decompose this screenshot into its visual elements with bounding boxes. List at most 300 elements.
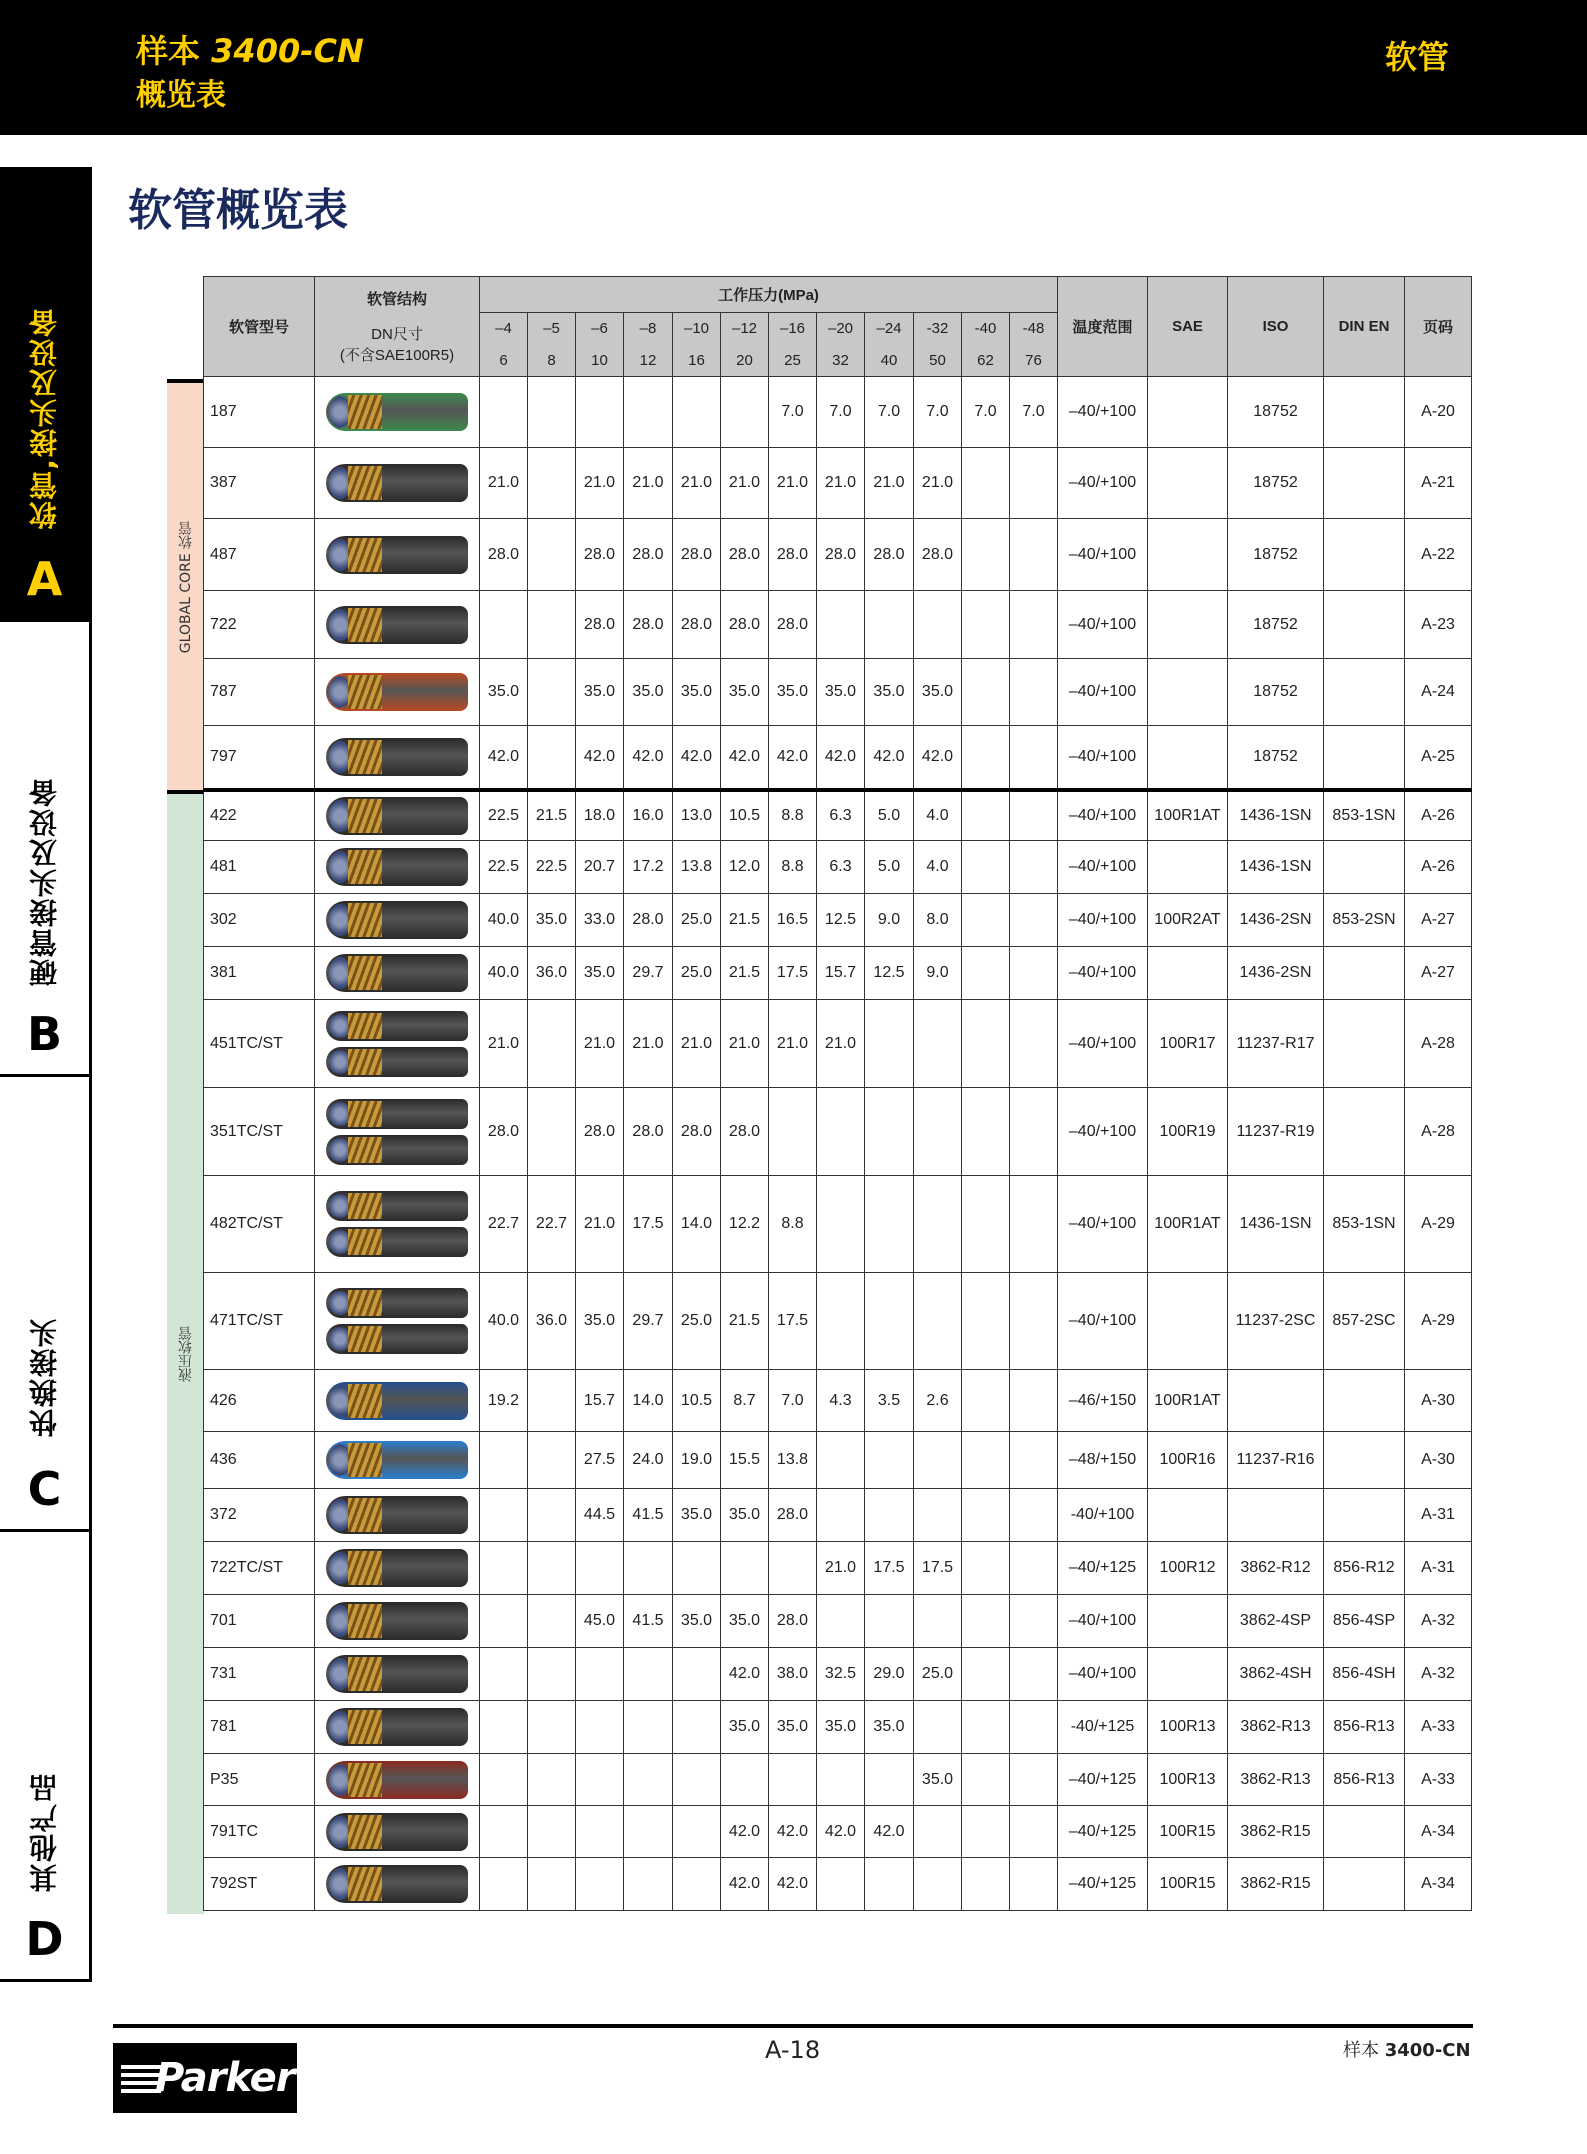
pressure-cell: 2.6 xyxy=(914,1370,962,1432)
pressure-cell: 35.0 xyxy=(576,659,624,726)
hose-image xyxy=(315,1648,480,1701)
pressure-cell: 35.0 xyxy=(817,659,865,726)
table-row xyxy=(204,1273,1472,1370)
pressure-cell xyxy=(962,894,1010,947)
row-temp: –40/+100 xyxy=(1058,790,1148,841)
hose-image xyxy=(315,1088,480,1176)
row-din xyxy=(1324,519,1405,591)
pressure-cell: 22.5 xyxy=(480,790,528,841)
row-sae xyxy=(1148,519,1228,591)
pressure-cell xyxy=(865,591,914,659)
hose-image xyxy=(315,1806,480,1858)
pressure-cell: 7.0 xyxy=(1010,377,1058,448)
page-header xyxy=(0,0,1587,135)
header-structure-label: 软管结构 xyxy=(366,291,427,308)
pressure-cell: 19.0 xyxy=(673,1432,721,1489)
table-row xyxy=(204,841,1472,894)
pressure-cell: 13.8 xyxy=(769,1432,817,1489)
row-temp: –40/+100 xyxy=(1058,519,1148,591)
pressure-cell: 20.7 xyxy=(576,841,624,894)
row-model: 351TC/ST xyxy=(204,1088,315,1176)
row-model: P35 xyxy=(204,1754,315,1806)
hose-overview-table xyxy=(203,276,1472,1911)
pressure-cell: 28.0 xyxy=(673,519,721,591)
row-page: A-29 xyxy=(1405,1273,1472,1370)
pressure-cell xyxy=(1010,1542,1058,1595)
row-iso: 11237-R19 xyxy=(1228,1088,1324,1176)
header-dash-size: –10 xyxy=(673,313,721,345)
row-din xyxy=(1324,1000,1405,1088)
hose-picture xyxy=(326,1496,468,1534)
hose-picture xyxy=(326,797,468,835)
row-page: A-29 xyxy=(1405,1176,1472,1273)
pressure-cell: 42.0 xyxy=(721,726,769,790)
row-page: A-34 xyxy=(1405,1858,1472,1911)
pressure-cell: 29.0 xyxy=(865,1648,914,1701)
pressure-cell xyxy=(673,1858,721,1911)
group-band-hydraulic xyxy=(167,794,204,1914)
pressure-cell xyxy=(865,1858,914,1911)
header-dash-size: –12 xyxy=(721,313,769,345)
pressure-cell xyxy=(1010,790,1058,841)
pressure-cell: 28.0 xyxy=(721,1088,769,1176)
row-model: 792ST xyxy=(204,1858,315,1911)
pressure-cell xyxy=(914,1806,962,1858)
pressure-cell xyxy=(528,1432,576,1489)
group-label: 液压软管 xyxy=(177,1326,194,1382)
footer-catalog: 样本 3400-CN xyxy=(1343,2040,1471,2061)
row-iso: 11237-R17 xyxy=(1228,1000,1324,1088)
row-sae: 100R2AT xyxy=(1148,894,1228,947)
row-din: 856-4SH xyxy=(1324,1648,1405,1701)
row-temp: –40/+100 xyxy=(1058,1088,1148,1176)
row-temp: –46/+150 xyxy=(1058,1370,1148,1432)
pressure-cell: 35.0 xyxy=(914,659,962,726)
side-tab-letter: D xyxy=(25,1912,64,1966)
row-model: 471TC/ST xyxy=(204,1273,315,1370)
hose-image xyxy=(315,519,480,591)
pressure-cell: 28.0 xyxy=(576,1088,624,1176)
hose-picture xyxy=(326,1655,468,1693)
row-din: 856-R13 xyxy=(1324,1754,1405,1806)
pressure-cell xyxy=(528,519,576,591)
row-iso: 1436-2SN xyxy=(1228,947,1324,1000)
pressure-cell: 21.0 xyxy=(817,1000,865,1088)
pressure-cell xyxy=(1010,894,1058,947)
pressure-cell xyxy=(1010,1489,1058,1542)
pressure-cell: 7.0 xyxy=(769,1370,817,1432)
row-temp: –40/+100 xyxy=(1058,726,1148,790)
pressure-cell xyxy=(1010,841,1058,894)
pressure-cell: 22.7 xyxy=(480,1176,528,1273)
pressure-cell xyxy=(528,1701,576,1754)
pressure-cell xyxy=(480,1701,528,1754)
pressure-cell xyxy=(962,1648,1010,1701)
pressure-cell xyxy=(480,1754,528,1806)
row-model: 426 xyxy=(204,1370,315,1432)
pressure-cell: 21.5 xyxy=(721,894,769,947)
pressure-cell: 21.0 xyxy=(769,1000,817,1088)
table-row xyxy=(204,1754,1472,1806)
pressure-cell xyxy=(865,1273,914,1370)
pressure-cell: 38.0 xyxy=(769,1648,817,1701)
row-sae xyxy=(1148,659,1228,726)
header-dn-size: 12 xyxy=(624,345,673,377)
pressure-cell xyxy=(1010,947,1058,1000)
pressure-cell xyxy=(480,1489,528,1542)
row-model: 731 xyxy=(204,1648,315,1701)
pressure-cell: 19.2 xyxy=(480,1370,528,1432)
pressure-cell: 28.0 xyxy=(624,591,673,659)
pressure-cell: 28.0 xyxy=(721,591,769,659)
hose-picture xyxy=(326,848,468,886)
row-iso: 3862-R13 xyxy=(1228,1754,1324,1806)
hose-picture xyxy=(326,901,468,939)
row-temp: –40/+100 xyxy=(1058,377,1148,448)
header-dash-size: –6 xyxy=(576,313,624,345)
hose-picture xyxy=(326,1047,468,1077)
pressure-cell xyxy=(1010,1648,1058,1701)
hose-picture xyxy=(326,673,468,711)
table-row xyxy=(204,591,1472,659)
table-row xyxy=(204,726,1472,790)
pressure-cell xyxy=(528,726,576,790)
header-structure xyxy=(315,277,480,377)
row-din xyxy=(1324,841,1405,894)
header-dn-size: 8 xyxy=(528,345,576,377)
row-page: A-23 xyxy=(1405,591,1472,659)
row-page: A-27 xyxy=(1405,894,1472,947)
pressure-cell xyxy=(673,1701,721,1754)
pressure-cell: 40.0 xyxy=(480,894,528,947)
hose-picture xyxy=(326,1865,468,1903)
row-sae xyxy=(1148,1273,1228,1370)
row-model: 701 xyxy=(204,1595,315,1648)
hose-picture xyxy=(326,536,468,574)
hose-image xyxy=(315,947,480,1000)
pressure-cell: 42.0 xyxy=(769,1858,817,1911)
pressure-cell xyxy=(817,1754,865,1806)
header-dash-size: –4 xyxy=(480,313,528,345)
pressure-cell xyxy=(962,1370,1010,1432)
row-model: 787 xyxy=(204,659,315,726)
pressure-cell: 28.0 xyxy=(480,519,528,591)
pressure-cell: 35.0 xyxy=(721,1595,769,1648)
row-page: A-28 xyxy=(1405,1088,1472,1176)
header-dash-size: –20 xyxy=(817,313,865,345)
pressure-cell: 42.0 xyxy=(817,1806,865,1858)
pressure-cell xyxy=(962,790,1010,841)
pressure-cell: 22.5 xyxy=(480,841,528,894)
pressure-cell: 45.0 xyxy=(576,1595,624,1648)
group-band-global-core xyxy=(167,383,204,790)
pressure-cell: 21.0 xyxy=(865,448,914,519)
header-section: 软管 xyxy=(1385,38,1450,76)
pressure-cell xyxy=(528,1542,576,1595)
pressure-cell xyxy=(1010,726,1058,790)
row-temp: –40/+100 xyxy=(1058,894,1148,947)
pressure-cell: 35.0 xyxy=(624,659,673,726)
header-dash-size: -48 xyxy=(1010,313,1058,345)
pressure-cell: 14.0 xyxy=(624,1370,673,1432)
pressure-cell: 8.7 xyxy=(721,1370,769,1432)
row-temp: -40/+100 xyxy=(1058,1489,1148,1542)
pressure-cell xyxy=(528,591,576,659)
pressure-cell xyxy=(962,947,1010,1000)
pressure-cell: 28.0 xyxy=(769,591,817,659)
pressure-cell xyxy=(865,1432,914,1489)
side-tab-label: 硬管接头及设备 xyxy=(27,777,61,987)
table-row xyxy=(204,1806,1472,1858)
pressure-cell xyxy=(962,1595,1010,1648)
row-temp: –48/+150 xyxy=(1058,1432,1148,1489)
pressure-cell: 28.0 xyxy=(576,591,624,659)
pressure-cell xyxy=(528,1858,576,1911)
pressure-cell: 35.0 xyxy=(865,659,914,726)
pressure-cell: 42.0 xyxy=(673,726,721,790)
pressure-cell xyxy=(528,1489,576,1542)
pressure-cell xyxy=(914,1000,962,1088)
row-model: 387 xyxy=(204,448,315,519)
pressure-cell xyxy=(528,1000,576,1088)
pressure-cell xyxy=(769,1088,817,1176)
row-page: A-28 xyxy=(1405,1000,1472,1088)
header-dn-size: 16 xyxy=(673,345,721,377)
pressure-cell: 17.5 xyxy=(865,1542,914,1595)
row-page: A-21 xyxy=(1405,448,1472,519)
row-din xyxy=(1324,1432,1405,1489)
pressure-cell: 28.0 xyxy=(721,519,769,591)
header-temp: 温度范围 xyxy=(1058,277,1148,377)
hose-image xyxy=(315,1595,480,1648)
row-iso: 18752 xyxy=(1228,726,1324,790)
row-model: 487 xyxy=(204,519,315,591)
hose-image xyxy=(315,377,480,448)
pressure-cell xyxy=(528,448,576,519)
pressure-cell: 10.5 xyxy=(721,790,769,841)
row-page: A-26 xyxy=(1405,841,1472,894)
pressure-cell: 15.7 xyxy=(817,947,865,1000)
row-temp: –40/+100 xyxy=(1058,1273,1148,1370)
table-row xyxy=(204,377,1472,448)
pressure-cell: 25.0 xyxy=(673,947,721,1000)
pressure-cell: 21.5 xyxy=(721,947,769,1000)
pressure-cell: 7.0 xyxy=(769,377,817,448)
row-temp: –40/+100 xyxy=(1058,947,1148,1000)
header-dn-note: (不含SAE100R5) xyxy=(339,347,455,364)
row-model: 436 xyxy=(204,1432,315,1489)
header-dn-size: 32 xyxy=(817,345,865,377)
pressure-cell xyxy=(962,1000,1010,1088)
pressure-cell: 28.0 xyxy=(769,1489,817,1542)
pressure-cell: 42.0 xyxy=(721,1858,769,1911)
pressure-cell: 17.5 xyxy=(769,1273,817,1370)
pressure-cell xyxy=(480,1806,528,1858)
hose-image xyxy=(315,1273,480,1370)
pressure-cell: 28.0 xyxy=(769,519,817,591)
pressure-cell: 28.0 xyxy=(576,519,624,591)
pressure-cell xyxy=(480,377,528,448)
pressure-cell xyxy=(1010,1595,1058,1648)
row-temp: –40/+125 xyxy=(1058,1754,1148,1806)
pressure-cell xyxy=(576,1701,624,1754)
pressure-cell: 6.3 xyxy=(817,841,865,894)
table-row xyxy=(204,1595,1472,1648)
row-din xyxy=(1324,1370,1405,1432)
pressure-cell: 28.0 xyxy=(624,894,673,947)
pressure-cell: 25.0 xyxy=(673,1273,721,1370)
row-temp: –40/+100 xyxy=(1058,591,1148,659)
pressure-cell: 13.8 xyxy=(673,841,721,894)
pressure-cell: 32.5 xyxy=(817,1648,865,1701)
pressure-cell: 28.0 xyxy=(480,1088,528,1176)
hose-picture xyxy=(326,1549,468,1587)
pressure-cell xyxy=(914,1432,962,1489)
pressure-cell xyxy=(673,377,721,448)
hose-image xyxy=(315,790,480,841)
hose-image xyxy=(315,448,480,519)
pressure-cell xyxy=(528,1754,576,1806)
hose-picture xyxy=(326,1191,468,1221)
pressure-cell xyxy=(914,1273,962,1370)
header-dn-size: 40 xyxy=(865,345,914,377)
pressure-cell xyxy=(1010,1858,1058,1911)
pressure-cell: 17.5 xyxy=(914,1542,962,1595)
row-sae: 100R19 xyxy=(1148,1088,1228,1176)
pressure-cell: 42.0 xyxy=(817,726,865,790)
pressure-cell xyxy=(817,1489,865,1542)
pressure-cell: 16.5 xyxy=(769,894,817,947)
hose-picture xyxy=(326,606,468,644)
row-page: A-32 xyxy=(1405,1648,1472,1701)
pressure-cell: 21.0 xyxy=(721,448,769,519)
hose-image xyxy=(315,1370,480,1432)
side-tab-letter: C xyxy=(27,1462,62,1516)
pressure-cell xyxy=(914,1489,962,1542)
row-sae: 100R15 xyxy=(1148,1806,1228,1858)
side-tab-b[interactable] xyxy=(0,622,92,1077)
row-model: 302 xyxy=(204,894,315,947)
pressure-cell: 35.0 xyxy=(673,1595,721,1648)
pressure-cell: 14.0 xyxy=(673,1176,721,1273)
pressure-cell xyxy=(914,1176,962,1273)
row-din xyxy=(1324,1489,1405,1542)
table-row xyxy=(204,894,1472,947)
hose-picture xyxy=(326,393,468,431)
pressure-cell xyxy=(1010,1000,1058,1088)
pressure-cell: 28.0 xyxy=(865,519,914,591)
row-din: 856-4SP xyxy=(1324,1595,1405,1648)
row-sae xyxy=(1148,726,1228,790)
row-din xyxy=(1324,1088,1405,1176)
row-model: 797 xyxy=(204,726,315,790)
pressure-cell: 21.0 xyxy=(673,448,721,519)
row-din xyxy=(1324,591,1405,659)
hose-image xyxy=(315,1542,480,1595)
side-tab-c[interactable] xyxy=(0,1077,92,1532)
pressure-cell: 4.0 xyxy=(914,841,962,894)
row-page: A-22 xyxy=(1405,519,1472,591)
row-din: 856-R13 xyxy=(1324,1701,1405,1754)
pressure-cell: 29.7 xyxy=(624,1273,673,1370)
pressure-cell: 25.0 xyxy=(914,1648,962,1701)
row-din xyxy=(1324,659,1405,726)
row-page: A-27 xyxy=(1405,947,1472,1000)
header-dn-label: DN尺寸 xyxy=(371,326,423,343)
pressure-cell: 21.0 xyxy=(480,1000,528,1088)
pressure-cell xyxy=(1010,1754,1058,1806)
hose-image xyxy=(315,1858,480,1911)
header-sae: SAE xyxy=(1148,277,1228,377)
row-model: 381 xyxy=(204,947,315,1000)
header-dn-size: 20 xyxy=(721,345,769,377)
hose-picture xyxy=(326,464,468,502)
pressure-cell: 12.2 xyxy=(721,1176,769,1273)
pressure-cell: 35.0 xyxy=(914,1754,962,1806)
pressure-cell: 28.0 xyxy=(673,591,721,659)
pressure-cell xyxy=(1010,1370,1058,1432)
header-dn-size: 6 xyxy=(480,345,528,377)
pressure-cell: 8.8 xyxy=(769,1176,817,1273)
row-iso xyxy=(1228,1489,1324,1542)
pressure-cell xyxy=(1010,591,1058,659)
pressure-cell xyxy=(817,1432,865,1489)
pressure-cell xyxy=(1010,1701,1058,1754)
pressure-cell: 28.0 xyxy=(769,1595,817,1648)
row-temp: –40/+100 xyxy=(1058,1595,1148,1648)
pressure-cell xyxy=(962,448,1010,519)
pressure-cell: 28.0 xyxy=(914,519,962,591)
pressure-cell: 42.0 xyxy=(914,726,962,790)
row-din: 857-2SC xyxy=(1324,1273,1405,1370)
pressure-cell xyxy=(962,659,1010,726)
row-model: 451TC/ST xyxy=(204,1000,315,1088)
group-label: GLOBAL CORE 软管 xyxy=(177,520,194,653)
parker-logo xyxy=(113,2043,297,2113)
pressure-cell xyxy=(480,1595,528,1648)
pressure-cell: 4.0 xyxy=(914,790,962,841)
pressure-cell: 36.0 xyxy=(528,1273,576,1370)
pressure-cell: 42.0 xyxy=(480,726,528,790)
pressure-cell xyxy=(480,1432,528,1489)
row-page: A-24 xyxy=(1405,659,1472,726)
hose-image xyxy=(315,1000,480,1088)
header-dash-size: -32 xyxy=(914,313,962,345)
side-tab-a[interactable] xyxy=(0,167,92,622)
row-iso: 11237-R16 xyxy=(1228,1432,1324,1489)
pressure-cell xyxy=(914,1595,962,1648)
pressure-cell: 21.0 xyxy=(576,1176,624,1273)
table-row xyxy=(204,1432,1472,1489)
row-temp: –40/+100 xyxy=(1058,841,1148,894)
row-page: A-30 xyxy=(1405,1432,1472,1489)
pressure-cell: 44.5 xyxy=(576,1489,624,1542)
pressure-cell: 15.7 xyxy=(576,1370,624,1432)
header-subtitle: 概览表 xyxy=(136,78,226,113)
row-model: 722TC/ST xyxy=(204,1542,315,1595)
row-page: A-25 xyxy=(1405,726,1472,790)
header-pressure: 工作压力(MPa) xyxy=(480,277,1058,313)
pressure-cell xyxy=(673,1648,721,1701)
row-iso: 1436-1SN xyxy=(1228,790,1324,841)
pressure-cell xyxy=(576,377,624,448)
table-row xyxy=(204,1176,1472,1273)
pressure-cell: 21.5 xyxy=(721,1273,769,1370)
side-tab-d[interactable] xyxy=(0,1532,92,1982)
pressure-cell xyxy=(962,726,1010,790)
header-dash-size: –8 xyxy=(624,313,673,345)
pressure-cell: 21.0 xyxy=(624,1000,673,1088)
